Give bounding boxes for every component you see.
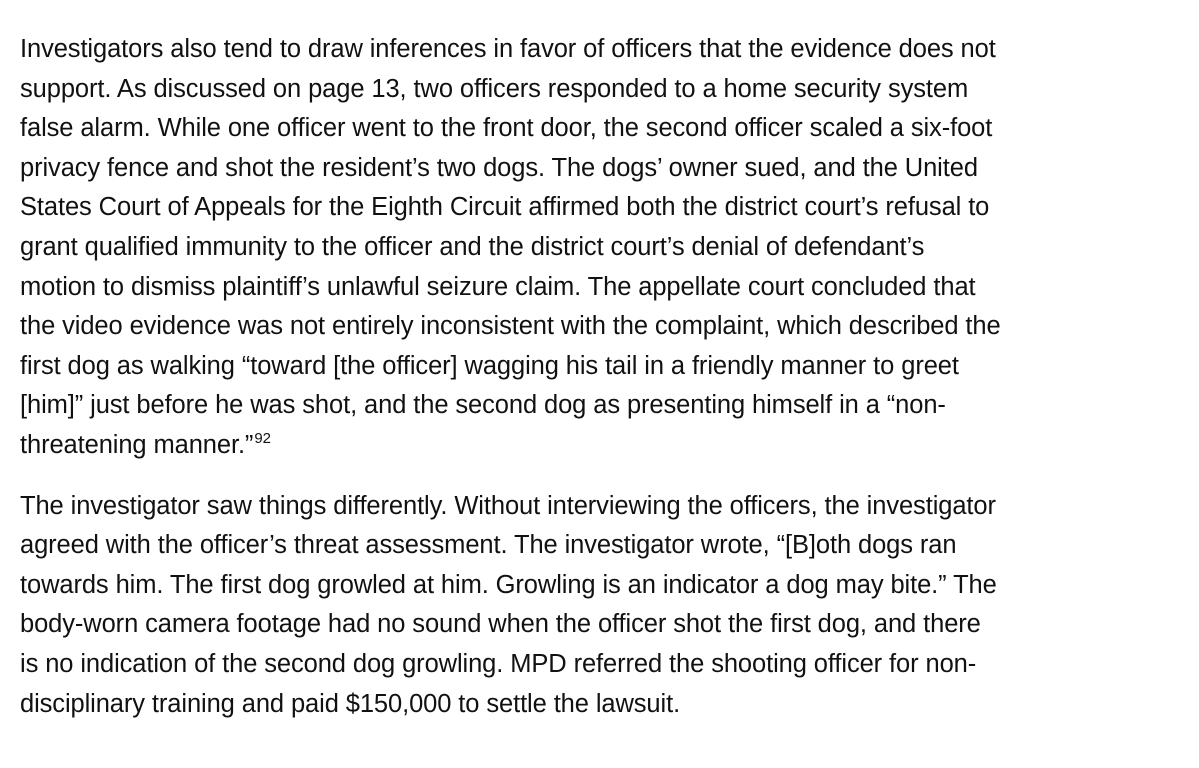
text-line: the video evidence was not entirely inconsistent with the complaint, which described the <box>20 312 1001 341</box>
paragraph-investigator-differently <box>20 487 1185 725</box>
text-line: grant qualified immunity to the officer and the district court’s denial of defendant’s <box>20 232 925 261</box>
text-line: agreed with the officer’s threat assessment. The investigator wrote, “[B]oth dogs ran <box>20 531 957 560</box>
text-line: States Court of Appeals for the Eighth Circuit affirmed both the district court’s refusal to <box>20 193 990 222</box>
text-line-content: threatening manner.” <box>20 430 254 459</box>
text-line: is no indication of the second dog growling. MPD referred the shooting officer for non- <box>20 649 977 678</box>
text-line: support. As discussed on page 13, two officers responded to a home security system <box>20 74 969 103</box>
text-line: body-worn camera footage had no sound when the officer shot the first dog, and there <box>20 610 981 639</box>
text-line: first dog as walking “toward [the officer] wagging his tail in a friendly manner to greet <box>20 351 959 380</box>
footnote-marker[interactable]: 92 <box>254 429 271 447</box>
text-line: Investigators also tend to draw inferences in favor of officers that the evidence does not <box>20 35 996 63</box>
text-line: disciplinary training and paid $150,000 to settle the lawsuit. <box>20 689 681 718</box>
text-line-last <box>20 426 1185 469</box>
document-page <box>20 30 1185 724</box>
text-line: motion to dismiss plaintiff’s unlawful seizure claim. The appellate court concluded that <box>20 272 976 301</box>
text-line: privacy fence and shot the resident’s two dogs. The dogs’ owner sued, and the United <box>20 153 978 182</box>
text-line: false alarm. While one officer went to the front door, the second officer scaled a six-foot <box>20 114 993 143</box>
text-line: towards him. The first dog growled at him. Growling is an indicator a dog may bite.” The <box>20 570 997 599</box>
text-line: [him]” just before he was shot, and the second dog as presenting himself in a “non- <box>20 391 946 420</box>
paragraph-investigators-inferences <box>20 30 1185 469</box>
text-line: The investigator saw things differently. Without interviewing the officers, the investigator <box>20 491 996 520</box>
